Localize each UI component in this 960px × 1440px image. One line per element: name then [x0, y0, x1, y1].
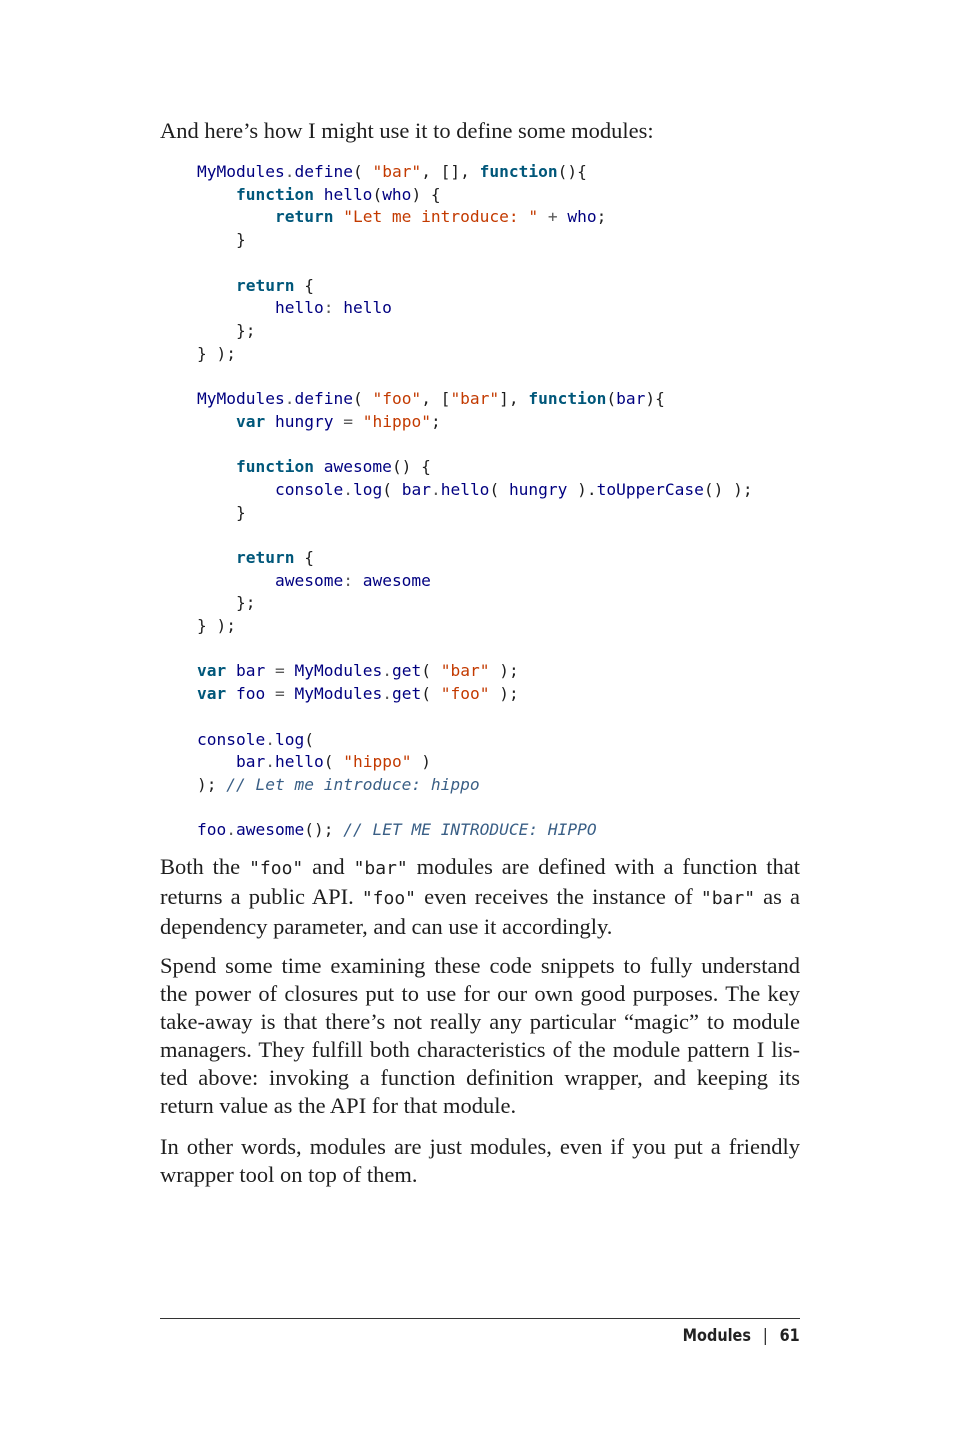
code-token: MyModules	[294, 661, 383, 681]
code-token: .	[265, 729, 275, 749]
code-token: bar	[235, 752, 266, 772]
code-token: );	[197, 774, 217, 794]
code-token	[333, 820, 343, 839]
code-line	[197, 276, 314, 295]
code-token: // LET ME INTRODUCE: HIPPO	[343, 820, 597, 840]
code-token: bar	[236, 661, 266, 681]
code-token	[217, 775, 227, 794]
code-line	[197, 775, 480, 794]
inline-code-bar: "bar"	[700, 888, 756, 909]
paragraph-text: even receives the instance of	[416, 884, 701, 909]
code-token: awesome	[236, 820, 305, 840]
footer-section-title: Modules	[682, 1326, 752, 1346]
code-token: console	[274, 479, 344, 499]
code-token: "Let me introduce: "	[343, 207, 539, 227]
code-token: "bar"	[440, 661, 490, 681]
code-token: return	[235, 275, 295, 295]
code-token: "hippo"	[362, 411, 431, 431]
code-token: bar	[616, 389, 646, 409]
code-line	[197, 503, 246, 522]
code-token: , [	[421, 389, 451, 409]
code-token: hungry	[274, 411, 334, 431]
code-token	[226, 684, 236, 703]
code-token: };	[197, 320, 256, 340]
code-token	[197, 207, 275, 226]
code-token: (	[323, 752, 344, 772]
inline-code-bar: "bar"	[353, 858, 408, 879]
code-token: ;	[596, 207, 607, 227]
code-token: hello	[440, 479, 490, 499]
code-line	[197, 162, 587, 181]
paragraph-conclusion: In other words, modules are just modules, even if you put a friendly wrapper tool on top of them.	[160, 1134, 800, 1187]
code-token: (	[489, 479, 509, 499]
code-token: "bar"	[450, 389, 500, 409]
code-token: +	[538, 207, 568, 227]
code-token: {	[294, 275, 314, 295]
code-token: (	[606, 389, 617, 409]
code-line	[197, 344, 236, 363]
code-token: console	[197, 729, 266, 749]
code-token: =	[265, 684, 295, 704]
code-token: who	[382, 184, 412, 204]
code-token: var	[197, 661, 227, 681]
code-token: };	[197, 593, 256, 613]
code-line	[197, 593, 255, 612]
code-token: }	[197, 502, 246, 522]
code-token: "foo"	[440, 684, 490, 704]
code-line	[197, 820, 597, 839]
code-token: } );	[197, 616, 236, 636]
code-token: } );	[197, 343, 236, 363]
code-token: .	[226, 820, 236, 840]
code-line	[197, 207, 606, 226]
code-line	[197, 230, 246, 249]
code-token: MyModules	[294, 684, 383, 704]
code-line	[197, 548, 314, 567]
code-token: ) {	[411, 184, 441, 204]
code-line	[197, 457, 431, 476]
code-token	[314, 185, 324, 204]
code-token: (	[421, 684, 441, 704]
code-token: log	[274, 729, 305, 749]
code-token: "hippo"	[343, 752, 412, 772]
code-token: define	[294, 389, 353, 409]
code-token: foo	[197, 820, 227, 840]
inline-code-foo: "foo"	[361, 888, 417, 909]
code-token: :	[323, 298, 344, 318]
code-token: toUpperCase	[596, 479, 704, 499]
code-token: () );	[703, 479, 753, 499]
code-token: awesome	[274, 570, 344, 590]
code-line	[197, 185, 441, 204]
code-token: function	[528, 389, 607, 409]
code-token: {	[294, 547, 314, 567]
code-token: (	[304, 729, 314, 749]
paragraph-text: Both the	[160, 854, 250, 879]
code-token: hello	[274, 298, 324, 318]
code-line	[197, 752, 431, 771]
code-token: , [],	[421, 162, 480, 181]
code-token: var	[235, 411, 266, 431]
code-token	[197, 548, 236, 567]
code-line	[197, 412, 441, 431]
code-token: (	[382, 479, 402, 499]
footer-separator: |	[763, 1326, 768, 1346]
code-line	[197, 661, 519, 680]
code-token: .	[382, 684, 392, 704]
code-token: );	[489, 661, 519, 681]
code-token: get	[391, 661, 422, 681]
page-number: 61	[779, 1326, 800, 1346]
code-line	[197, 298, 392, 317]
code-token	[197, 298, 275, 317]
code-token: function	[235, 184, 314, 204]
code-token: .	[284, 389, 295, 409]
code-token	[265, 412, 275, 431]
code-token: hello	[274, 752, 324, 772]
code-token: ).	[567, 479, 597, 499]
paragraph-modules-defined	[160, 853, 800, 941]
intro-paragraph: And here’s how I might use it to define some modules:	[160, 118, 654, 143]
code-token: ],	[499, 389, 529, 409]
code-token: .	[382, 661, 392, 681]
code-token: foo	[236, 684, 266, 704]
code-token: MyModules	[197, 389, 285, 409]
code-token: (){	[557, 162, 587, 181]
code-token: function	[235, 457, 314, 477]
code-listing	[197, 161, 817, 842]
code-token	[197, 185, 236, 204]
code-token: hello	[323, 184, 373, 204]
code-token: log	[352, 479, 383, 499]
code-token: )	[411, 752, 431, 772]
code-token: MyModules	[197, 162, 285, 181]
inline-code-foo: "foo"	[249, 858, 304, 879]
code-token: hungry	[508, 479, 568, 499]
code-line	[197, 730, 314, 749]
code-token	[197, 480, 275, 499]
code-token: }	[197, 230, 246, 250]
code-token: .	[343, 479, 353, 499]
paragraph-text: modules are defined with a function that returns a public API.	[160, 854, 800, 909]
footer-rule	[160, 1318, 800, 1319]
code-token: hello	[343, 298, 392, 318]
code-token	[197, 571, 275, 590]
code-token: return	[274, 207, 334, 227]
code-token: (	[352, 389, 373, 409]
code-line	[197, 684, 519, 703]
code-token: function	[479, 162, 558, 181]
code-token: :	[343, 570, 363, 590]
code-token: var	[197, 684, 227, 704]
code-token: (	[372, 184, 383, 204]
code-line	[197, 389, 665, 408]
code-token: "foo"	[372, 389, 422, 409]
code-token: ){	[645, 389, 665, 409]
code-token: "bar"	[372, 162, 422, 181]
code-line	[197, 480, 753, 499]
code-token: =	[333, 411, 363, 431]
code-token: ;	[430, 411, 441, 431]
code-token: get	[391, 684, 422, 704]
code-token: =	[265, 661, 295, 681]
paragraph-text: as a dependency parameter, and can use it accordingly.	[160, 884, 801, 939]
code-token: awesome	[323, 457, 392, 477]
code-line	[197, 321, 255, 340]
code-token	[197, 412, 236, 431]
code-token: who	[567, 207, 597, 227]
code-token: (	[421, 661, 441, 681]
paragraph-text: and	[303, 854, 354, 879]
code-token	[226, 661, 236, 680]
paragraph-closures: Spend some time examining these code snippets to fully understand the power of closures put to use for our own good purposes. The key take-away is that there’s not really any particular “magic” to module managers. They fulfill both characteristics of the module pattern I listed above: invoking a function definition wrapper, and keeping its return value as the API for that module.	[160, 953, 800, 1118]
code-token: // Let me introduce: hippo	[226, 774, 480, 794]
code-token: (	[352, 162, 373, 181]
code-token	[197, 276, 236, 295]
code-token	[333, 207, 343, 226]
code-token: return	[235, 547, 295, 567]
code-token: .	[265, 752, 275, 772]
code-token: ();	[304, 820, 334, 840]
code-token: .	[284, 162, 295, 181]
code-token: define	[294, 162, 353, 181]
code-line	[197, 571, 431, 590]
code-token	[314, 457, 324, 476]
code-token: .	[430, 479, 441, 499]
page-footer	[683, 1326, 800, 1346]
code-token: () {	[391, 457, 431, 477]
code-line	[197, 616, 236, 635]
code-token: bar	[401, 479, 431, 499]
code-token: awesome	[362, 570, 431, 590]
code-token	[197, 752, 236, 771]
code-token: );	[489, 684, 519, 704]
code-token	[197, 457, 236, 476]
